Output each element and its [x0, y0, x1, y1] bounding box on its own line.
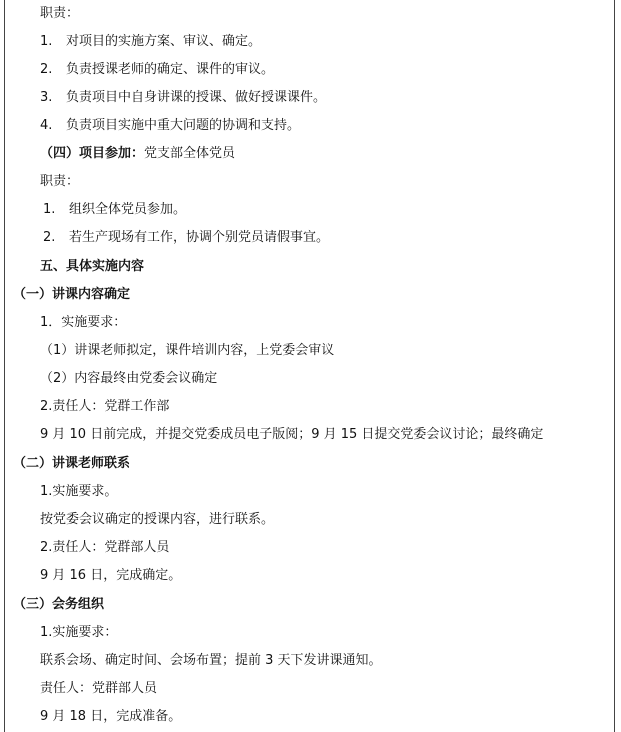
responsible-label: 2.责任人：党群部人员: [40, 540, 170, 555]
list-text: 若生产现场有工作，协调个别党员请假事宜。: [69, 230, 330, 245]
list-item: [40, 33, 261, 51]
chapter-heading: 五、具体实施内容: [40, 259, 145, 274]
list-number: 2.: [40, 62, 53, 77]
section-heading-title: （四）项目参加：: [40, 146, 145, 161]
list-item: [43, 229, 329, 247]
list-item: [40, 61, 274, 79]
section-heading-detail: 党支部全体党员: [144, 146, 236, 161]
list-text: 组织全体党员参加。: [69, 202, 187, 217]
requirement-label: 1.实施要求：: [40, 625, 118, 640]
list-text: 负责授课老师的确定、课件的审议。: [66, 62, 275, 77]
deadline-text: 9 月 18 日，完成准备。: [40, 709, 182, 724]
subsection-heading: （三）会务组织: [13, 597, 105, 612]
duties-label: 职责：: [40, 174, 80, 189]
list-item: [40, 89, 326, 107]
paragraph: （1）讲课老师拟定，课件培训内容，上党委会审议: [40, 343, 335, 358]
requirement-label: 1．实施要求：: [40, 315, 127, 330]
list-number: 3.: [40, 90, 53, 105]
list-item: [43, 201, 186, 219]
list-number: 1.: [40, 34, 53, 49]
responsible-label: 责任人：党群部人员: [40, 681, 158, 696]
duties-label: 职责：: [40, 6, 80, 21]
responsible-label: 2.责任人：党群工作部: [40, 399, 170, 414]
section-heading: [40, 145, 235, 163]
requirement-label: 1.实施要求。: [40, 484, 118, 499]
paragraph: （2）内容最终由党委会议确定: [40, 371, 218, 386]
list-item: [40, 117, 300, 135]
list-text: 负责项目实施中重大问题的协调和支持。: [66, 118, 301, 133]
paragraph: 联系会场、确定时间、会场布置；提前 3 天下发讲课通知。: [40, 653, 382, 668]
deadline-text: 9 月 10 日前完成，并提交党委成员电子版阅；9 月 15 日提交党委会议讨论；最终确定: [40, 427, 544, 442]
subsection-heading: （二）讲课老师联系: [13, 456, 131, 471]
list-number: 2.: [43, 230, 56, 245]
subsection-heading: （一）讲课内容确定: [13, 287, 131, 302]
deadline-text: 9 月 16 日，完成确定。: [40, 568, 182, 583]
list-text: 负责项目中自身讲课的授课、做好授课课件。: [66, 90, 327, 105]
paragraph: 按党委会议确定的授课内容，进行联系。: [40, 512, 275, 527]
list-number: 4.: [40, 118, 53, 133]
list-number: 1.: [43, 202, 56, 217]
list-text: 对项目的实施方案、审议、确定。: [66, 34, 262, 49]
document-page: [4, 0, 615, 732]
